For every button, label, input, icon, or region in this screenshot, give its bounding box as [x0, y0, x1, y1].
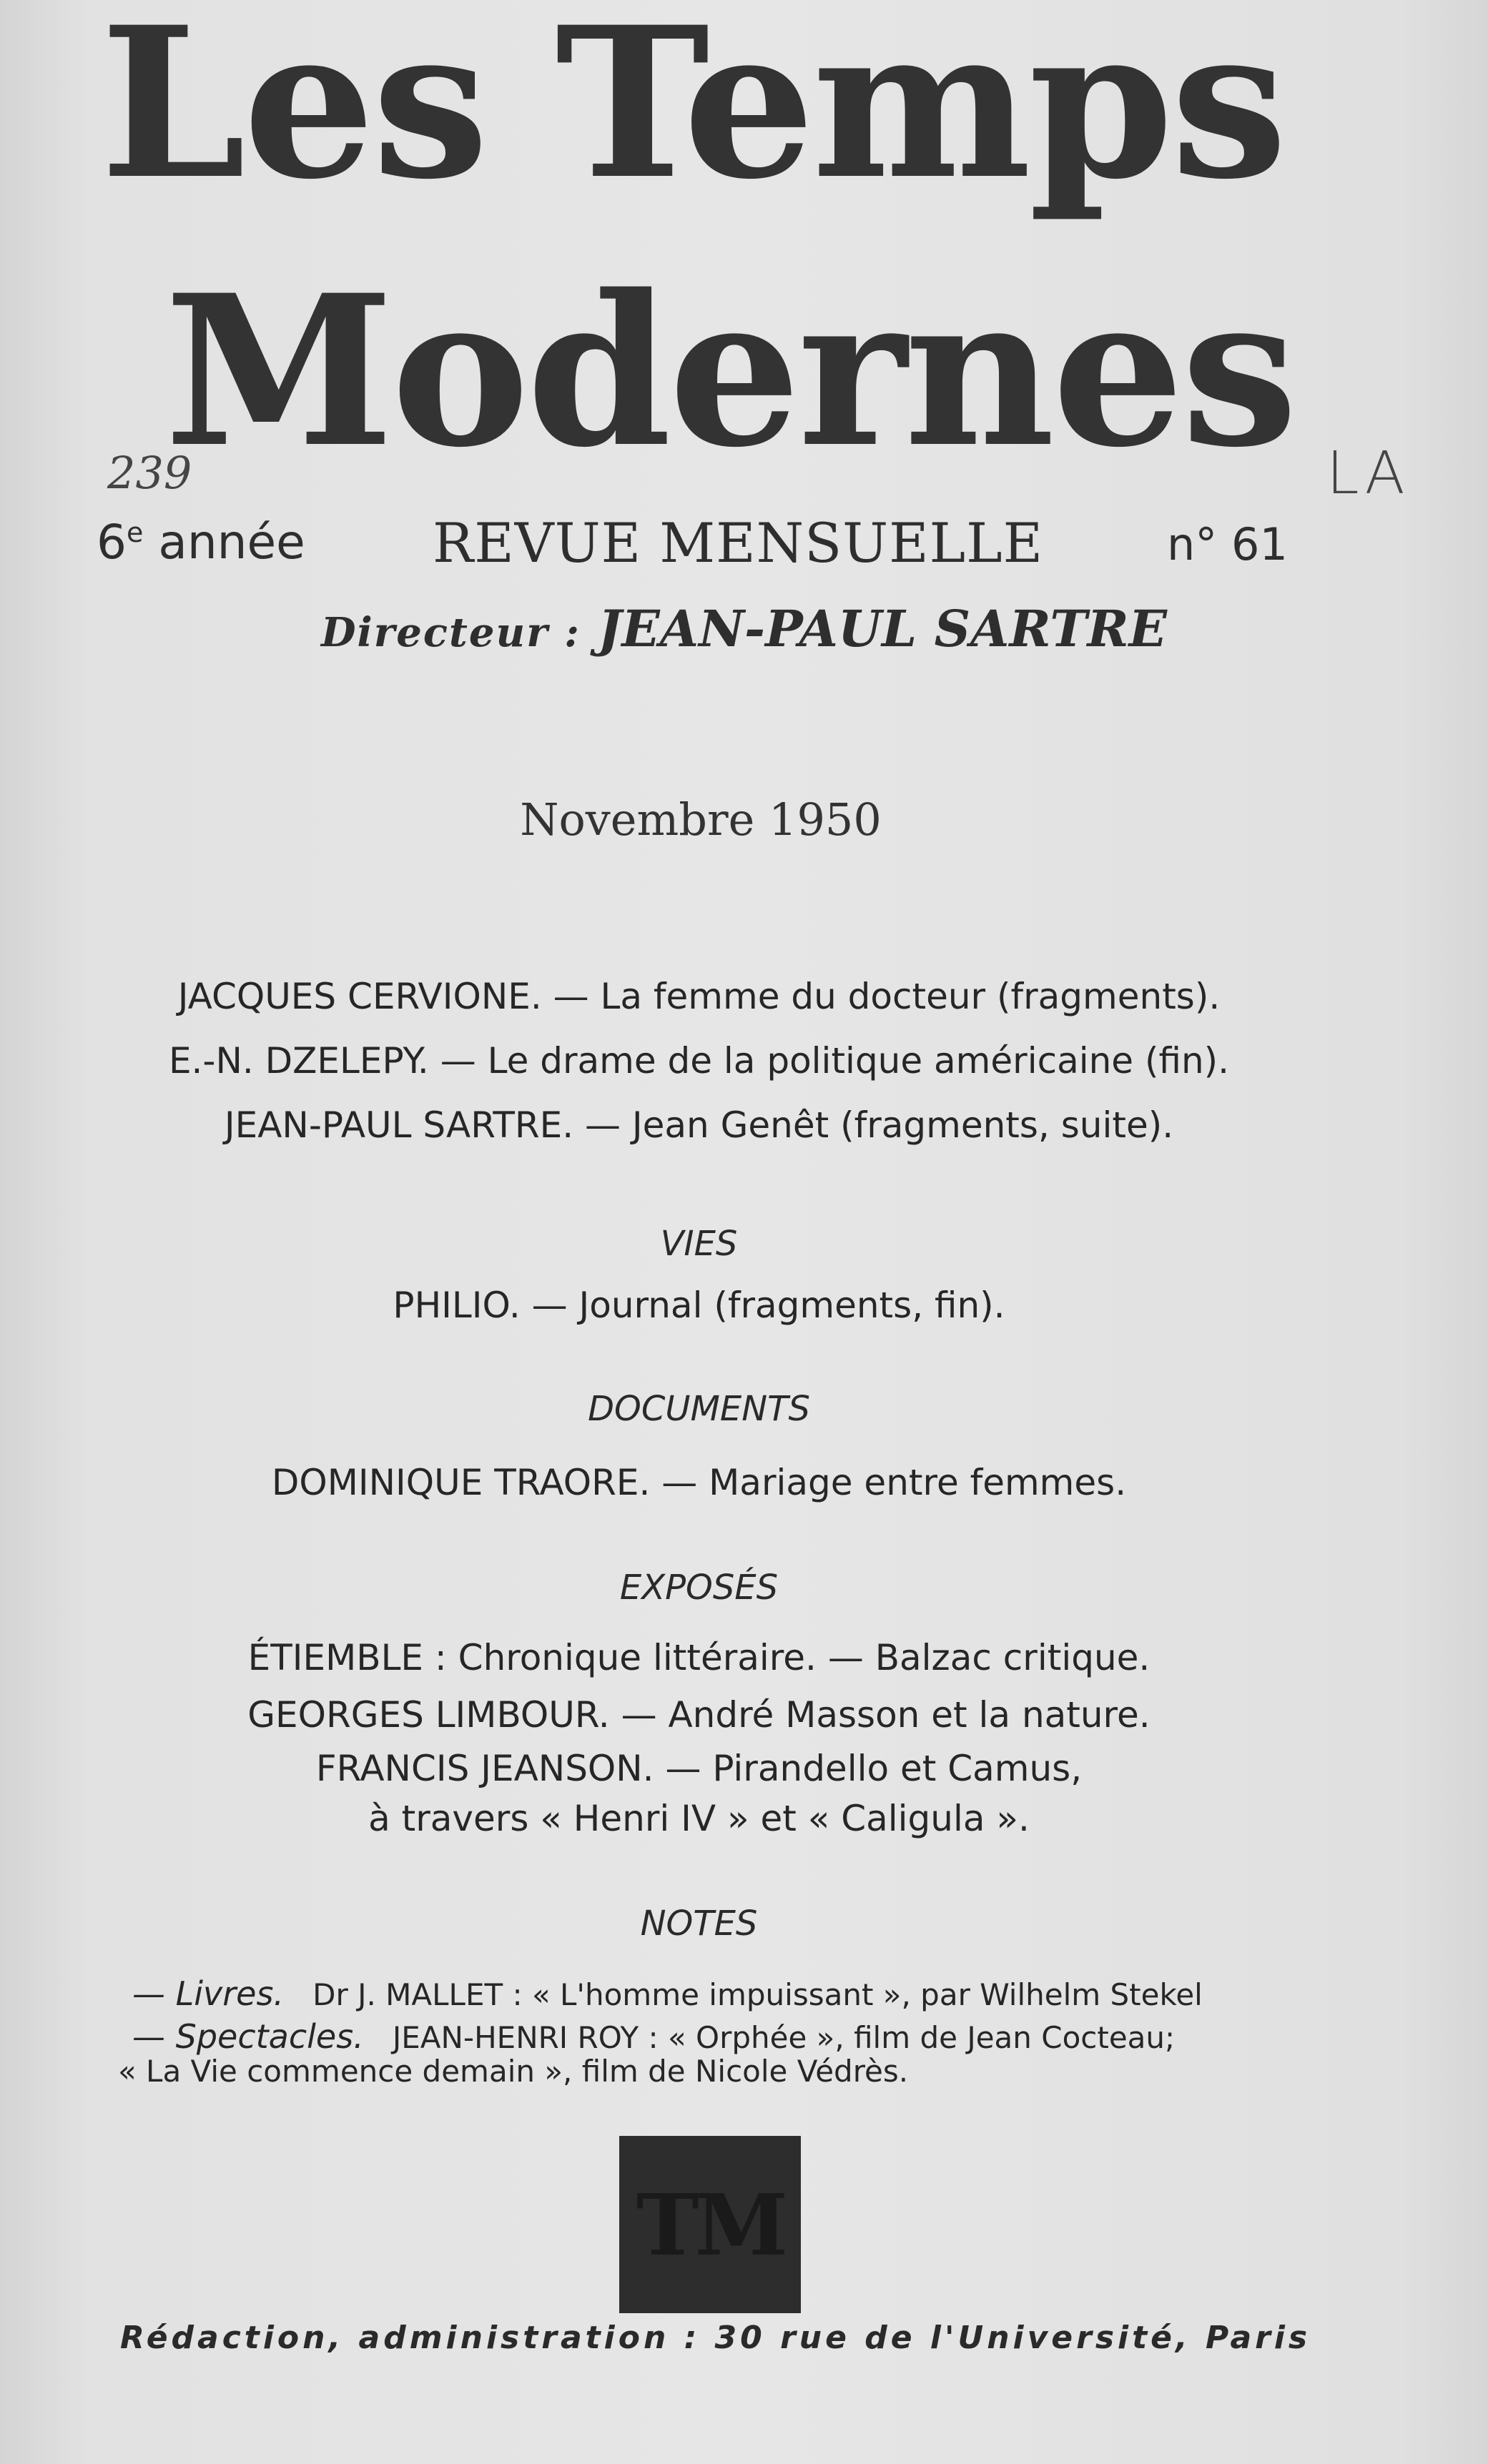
section-heading-vies: VIES [660, 1224, 738, 1264]
toc-entry: à travers « Henri IV » et « Caligula ». [368, 1798, 1030, 1839]
issue-date: Novembre 1950 [520, 793, 882, 846]
section-heading-exposes: EXPOSÉS [619, 1568, 779, 1608]
year-label [97, 515, 305, 570]
notes-livres-label: — Livres. [132, 1974, 285, 2013]
toc-entry: JEAN-PAUL SARTRE. — Jean Genêt (fragments, suite). [224, 1104, 1174, 1146]
year-word: année [158, 515, 305, 570]
notes-livres-text: Dr J. MALLET : « L'homme impuissant », par Wilhelm Stekel [312, 1977, 1203, 2012]
footer-address: Rédaction, administration : 30 rue de l'Université, Paris [120, 2320, 1311, 2356]
notes-spectacles-text: JEAN-HENRI ROY : « Orphée », film de Jean Cocteau; [392, 2020, 1176, 2055]
handwritten-initials: LA [1326, 440, 1409, 508]
toc-entry: DOMINIQUE TRAORE. — Mariage entre femmes. [271, 1462, 1127, 1503]
notes-spectacles [132, 2017, 1175, 2056]
toc-entry: JACQUES CERVIONE. — La femme du docteur (fragments). [177, 976, 1221, 1017]
logo-text: TM [636, 2174, 784, 2275]
director-label: Directeur : [320, 609, 581, 656]
year-suffix: e [127, 517, 144, 548]
handwritten-number: 239 [107, 447, 192, 499]
director-name: JEAN-PAUL SARTRE [598, 599, 1168, 658]
toc-entry: GEORGES LIMBOUR. — André Masson et la nature. [247, 1694, 1151, 1736]
director-line [0, 599, 1488, 658]
title-line-1: Les Temps [100, 0, 1285, 225]
section-heading-notes: NOTES [640, 1904, 758, 1944]
issue-number: n° 61 [1167, 518, 1288, 570]
notes-spectacles-cont: « La Vie commence demain », film de Nicole Védrès. [118, 2054, 909, 2089]
publication-type: REVUE MENSUELLE [433, 511, 1044, 575]
section-heading-documents: DOCUMENTS [588, 1389, 810, 1429]
toc-entry: FRANCIS JEANSON. — Pirandello et Camus, [315, 1748, 1083, 1789]
notes-livres [132, 1974, 1203, 2013]
title-line-2: Modernes [164, 250, 1296, 493]
tm-logo [619, 2136, 801, 2313]
notes-spectacles-label: — Spectacles. [132, 2017, 364, 2056]
year-number: 6 [97, 515, 127, 570]
toc-entry: ÉTIEMBLE : Chronique littéraire. — Balzac critique. [247, 1637, 1151, 1678]
toc-entry: E.-N. DZELEPY. — Le drame de la politique américaine (fin). [168, 1040, 1230, 1082]
toc-entry: PHILIO. — Journal (fragments, fin). [393, 1285, 1005, 1326]
